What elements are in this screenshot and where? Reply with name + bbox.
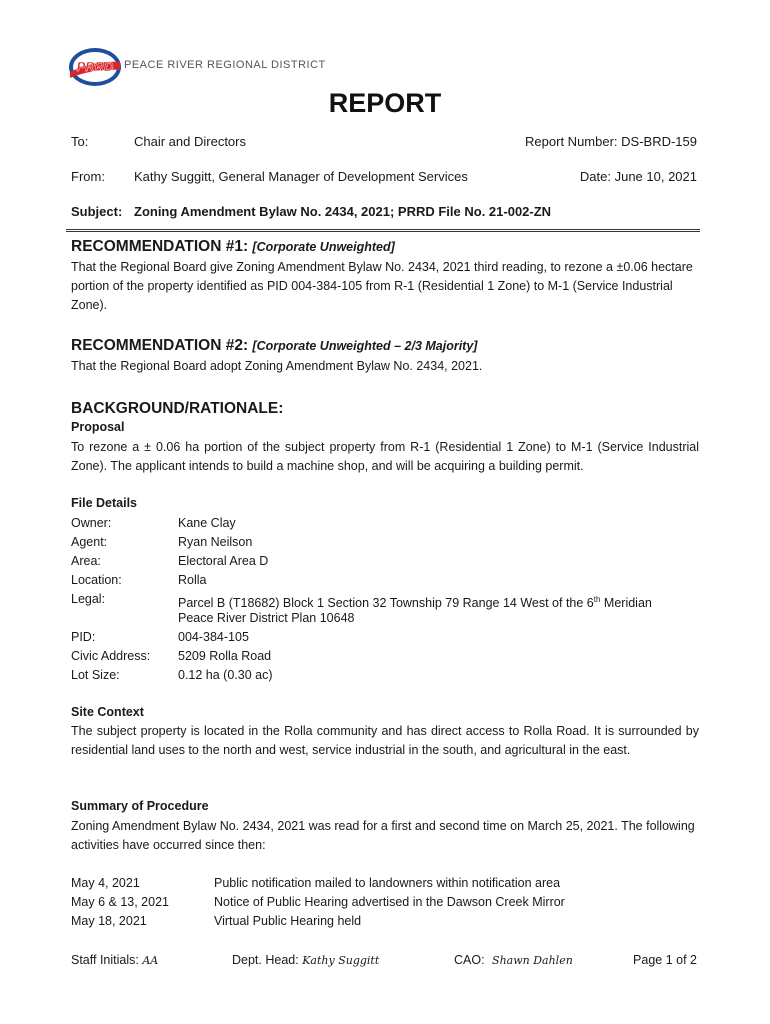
event-row [71, 893, 699, 912]
rec2-qualifier: [Corporate Unweighted – 2/3 Majority] [252, 339, 478, 353]
event-date: May 6 & 13, 2021 [71, 895, 169, 909]
file-detail-key: PID: [71, 630, 96, 644]
staff-signature: AA [142, 954, 159, 967]
logo-text: PRRD [76, 59, 114, 74]
from-value: Kathy Suggitt, General Manager of Development Services [134, 169, 468, 184]
file-detail-value: Rolla [178, 573, 207, 587]
proposal-title: Proposal [71, 420, 125, 434]
file-details-title: File Details [71, 496, 137, 510]
file-detail-key: Location: [71, 573, 122, 587]
dept-signature: Kathy Suggitt [302, 954, 380, 967]
staff-initials [71, 953, 158, 967]
file-detail-key: Lot Size: [71, 668, 120, 682]
file-detail-row [71, 628, 699, 647]
rec2-title: RECOMMENDATION #2: [71, 337, 249, 354]
file-detail-row [71, 552, 699, 571]
file-detail-row [71, 609, 699, 628]
rec2-heading [71, 337, 477, 355]
to-label: To: [71, 134, 89, 149]
event-text: Public notification mailed to landowners within notification area [214, 876, 561, 890]
rec1-qualifier: [Corporate Unweighted] [252, 240, 395, 254]
to-value: Chair and Directors [134, 134, 246, 149]
event-text: Virtual Public Hearing held [214, 914, 362, 928]
file-detail-key: Agent: [71, 535, 108, 549]
subject-value: Zoning Amendment Bylaw No. 2434, 2021; PRRD File No. 21-002-ZN [134, 204, 552, 219]
cao-label: CAO: [454, 953, 485, 967]
event-date: May 4, 2021 [71, 876, 140, 890]
file-detail-key: Legal: [71, 592, 106, 606]
event-row [71, 874, 699, 893]
subject-label: Subject: [71, 204, 123, 219]
report-title: REPORT [328, 88, 442, 118]
report-number: Report Number: DS-BRD-159 [525, 134, 697, 149]
file-detail-value: 5209 Rolla Road [178, 649, 272, 663]
file-detail-value: Parcel B (T18682) Block 1 Section 32 Township 79 Range 14 West of the 6th Meridian [178, 595, 652, 611]
file-detail-row [71, 533, 699, 552]
file-detail-key: Area: [71, 554, 101, 568]
rec2-text: That the Regional Board adopt Zoning Amendment Bylaw No. 2434, 2021. [71, 359, 483, 373]
file-detail-value: Peace River District Plan 10648 [178, 611, 355, 625]
cao [454, 953, 573, 967]
event-row [71, 912, 699, 931]
file-detail-row [71, 590, 699, 609]
site-context-title: Site Context [71, 705, 144, 719]
file-detail-key: Owner: [71, 516, 112, 530]
rec1-title: RECOMMENDATION #1: [71, 238, 249, 255]
proposal-text: To rezone a ± 0.06 ha portion of the subject property from R-1 (Residential 1 Zone) to M-1 (Service Industrial Zone). The applicant intends to build a machine shop, and will be acquiring a building permit. [71, 440, 699, 473]
rec1-text: That the Regional Board give Zoning Amendment Bylaw No. 2434, 2021 third reading, to rezone a ±0.06 hectare portion of the property identified as PID 004-384-105 from R-1 (Residential 1 Zone) to M-1 (Service Industrial Zone). [71, 260, 693, 312]
file-detail-value: 0.12 ha (0.30 ac) [178, 668, 273, 682]
page-number: Page 1 of 2 [633, 953, 697, 967]
event-text: Notice of Public Hearing advertised in the Dawson Creek Mirror [214, 895, 565, 909]
event-date: May 18, 2021 [71, 914, 147, 928]
file-detail-row [71, 666, 699, 685]
file-detail-row [71, 647, 699, 666]
file-detail-row [71, 571, 699, 590]
dept-head [232, 953, 379, 967]
cao-signature: Shawn Dahlen [492, 954, 573, 967]
background-heading: BACKGROUND/RATIONALE: [71, 400, 284, 417]
file-detail-row [71, 514, 699, 533]
file-detail-value: 004-384-105 [178, 630, 249, 644]
file-detail-value: Ryan Neilson [178, 535, 253, 549]
org-name: PEACE RIVER REGIONAL DISTRICT [124, 59, 326, 71]
from-label: From: [71, 169, 105, 184]
dept-label: Dept. Head: [232, 953, 299, 967]
rec1-heading [71, 238, 395, 256]
report-date: Date: June 10, 2021 [579, 169, 697, 184]
file-detail-key: Civic Address: [71, 649, 151, 663]
procedure-title: Summary of Procedure [71, 799, 209, 813]
header-divider [66, 229, 700, 232]
prrd-logo [66, 42, 124, 92]
staff-label: Staff Initials: [71, 953, 139, 967]
site-context-text: The subject property is located in the Rolla community and has direct access to Rolla Road. It is surrounded by residential land uses to the north and west, service industrial in the south, and agricultural in the east. [71, 724, 699, 757]
procedure-text: Zoning Amendment Bylaw No. 2434, 2021 was read for a first and second time on March 25, 2021. The following activities have occurred since then: [71, 819, 695, 852]
file-detail-value: Kane Clay [178, 516, 236, 530]
file-detail-value: Electoral Area D [178, 554, 269, 568]
